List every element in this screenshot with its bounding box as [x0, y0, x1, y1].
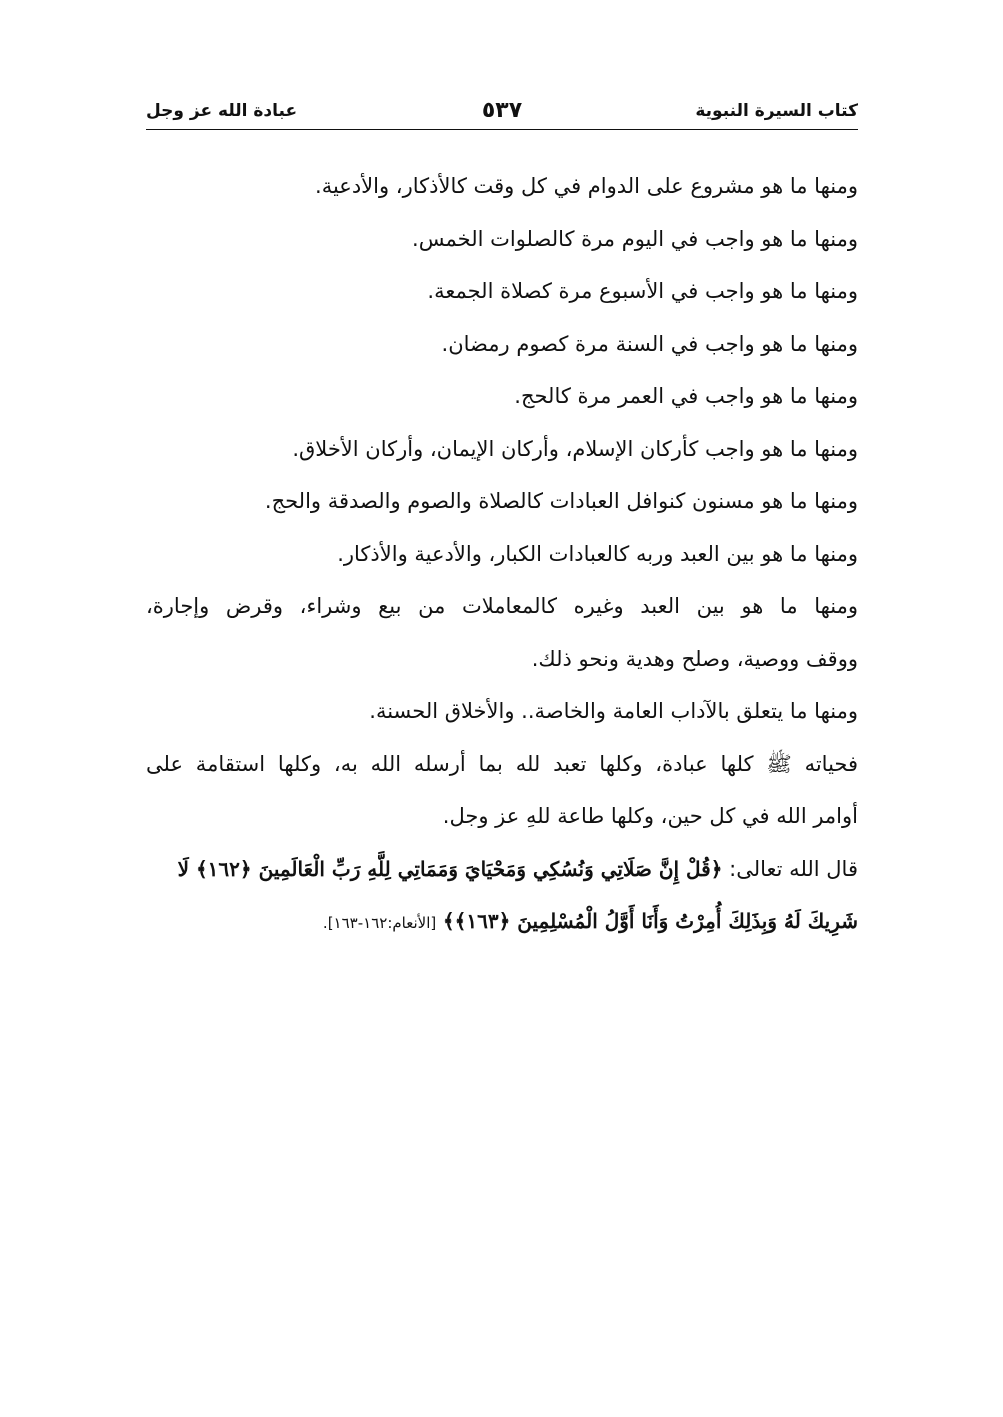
body-line: ومنها ما يتعلق بالآداب العامة والخاصة.. والأخلاق الحسنة.: [369, 699, 858, 723]
page-body: [146, 160, 858, 948]
body-line: ومنها ما هو واجب في الأسبوع مرة كصلاة الجمعة.: [427, 279, 858, 303]
body-line: ومنها ما هو مسنون كنوافل العبادات كالصلاة والصوم والصدقة والحج.: [264, 489, 858, 513]
quran-verse-part-1: ﴿قُلْ إِنَّ صَلَاتِي وَنُسُكِي وَمَحْيَايَ وَمَمَاتِي لِلَّهِ رَبِّ الْعَالَمِينَ ﴿١٦٢﴾ لَا: [177, 856, 723, 881]
chapter-title: عبادة الله عز وجل: [146, 101, 298, 121]
body-line: أوامر الله في كل حين، وكلها طاعة للهِ عز وجل.: [442, 804, 858, 828]
header-divider: [146, 129, 858, 130]
verse-line-1: [146, 843, 858, 896]
body-line: ومنها ما هو واجب في اليوم مرة كالصلوات الخمس.: [412, 226, 858, 251]
page-header: [146, 96, 858, 130]
body-line: ووقف ووصية، وصلح وهدية ونحو ذلك.: [531, 646, 858, 671]
verse-line-2: [146, 895, 858, 948]
body-line: ومنها ما هو بين العبد وربه كالعبادات الكبار، والأدعية والأذكار.: [337, 541, 858, 566]
body-line: ومنها ما هو بين العبد وغيره كالمعاملات من بيع وشراء، وقرض وإجارة،: [146, 594, 858, 618]
body-line: فحياته ﷺ كلها عبادة، وكلها تعبد لله بما أرسله الله به، وكلها استقامة على: [146, 751, 858, 776]
book-title: كتاب السيرة النبوية: [695, 101, 858, 121]
body-line: ومنها ما هو واجب في السنة مرة كصوم رمضان.: [441, 331, 858, 356]
page-number: ٥٣٧: [481, 98, 523, 123]
body-line: ومنها ما هو واجب كأركان الإسلام، وأركان الإيمان، وأركان الأخلاق.: [292, 436, 858, 461]
body-line: ومنها ما هو واجب في العمر مرة كالحج.: [514, 384, 858, 408]
quran-verse-part-2: شَرِيكَ لَهُ وَبِذَلِكَ أُمِرْتُ وَأَنَا أَوَّلُ الْمُسْلِمِينَ ﴿١٦٣﴾﴾: [442, 909, 858, 933]
verse-intro: قال الله تعالى:: [729, 856, 858, 881]
verse-citation: [الأنعام:١٦٢-١٦٣].: [322, 914, 437, 932]
body-line: ومنها ما هو مشروع على الدوام في كل وقت كالأذكار، والأدعية.: [315, 174, 858, 198]
